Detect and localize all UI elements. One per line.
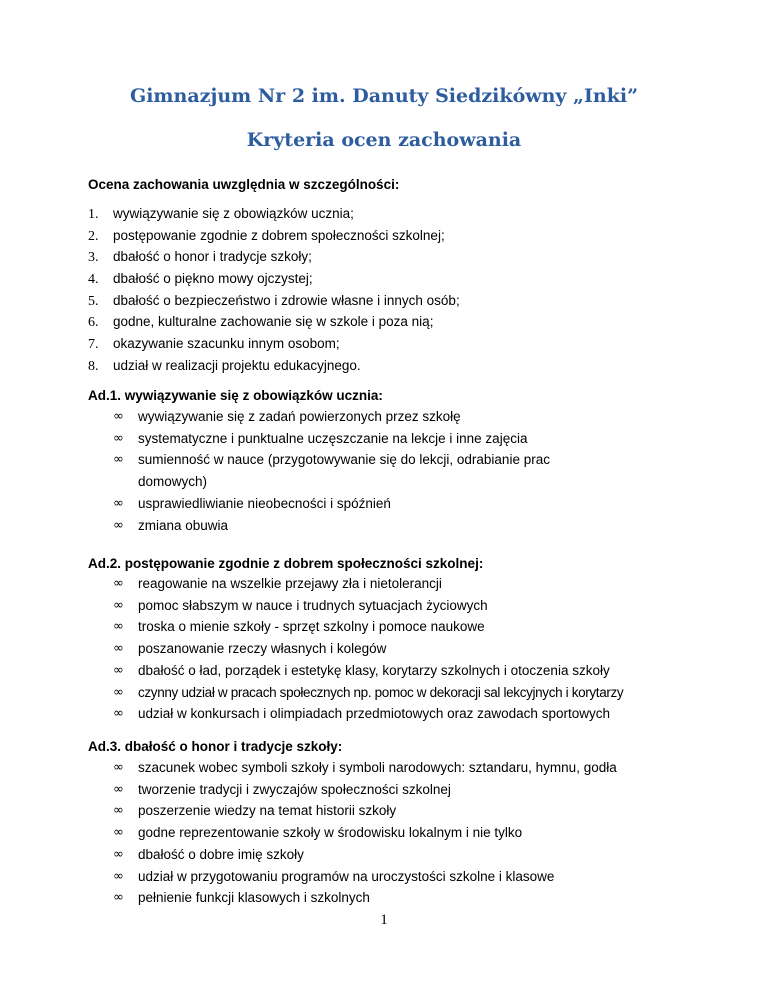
list-item-text: szacunek wobec symboli szkoły i symboli narodowych: sztandaru, hymnu, godła <box>138 760 617 775</box>
list-item <box>113 822 743 844</box>
item-number: 1. <box>88 207 99 222</box>
infinity-bullet-icon: ∞ <box>113 452 124 468</box>
infinity-bullet-icon: ∞ <box>113 495 124 511</box>
criteria-item <box>88 225 460 247</box>
list-item <box>113 428 743 450</box>
criteria-item <box>88 333 460 355</box>
list-item <box>113 493 743 515</box>
list-item <box>113 779 743 801</box>
infinity-bullet-icon: ∞ <box>113 706 124 722</box>
item-text: wywiązywanie się z obowiązków ucznia; <box>113 206 354 221</box>
list-item <box>113 800 743 822</box>
item-text: dbałość o piękno mowy ojczystej; <box>113 271 313 287</box>
item-number: 2. <box>88 228 99 244</box>
infinity-bullet-icon: ∞ <box>113 409 124 424</box>
list-item-text: poszanowanie rzeczy własnych i kolegów <box>138 641 387 657</box>
item-text: dbałość o honor i tradycje szkoły; <box>113 249 312 265</box>
list-item <box>113 757 743 779</box>
criteria-item <box>88 203 460 225</box>
criteria-item <box>88 290 460 312</box>
list-item <box>113 616 743 638</box>
criteria-item <box>88 355 460 377</box>
infinity-bullet-icon: ∞ <box>113 619 124 635</box>
list-item-text: sumienność w nauce (przygotowywanie się do lekcji, odrabianie prac domowych) <box>138 452 550 490</box>
infinity-bullet-icon: ∞ <box>113 641 124 657</box>
list-item-text: pełnienie funkcji klasowych i szkolnych <box>138 890 370 906</box>
list-item-text: troska o mienie szkoły - sprzęt szkolny i pomoce naukowe <box>138 619 485 635</box>
list-item <box>113 703 743 725</box>
item-number: 3. <box>88 250 99 266</box>
list-item <box>113 595 743 617</box>
section-heading-ad3: Ad.3. dbałość o honor i tradycje szkoły: <box>88 739 343 754</box>
list-item-text: usprawiedliwianie nieobecności i spóźnień <box>138 495 391 511</box>
item-number: 4. <box>88 272 99 288</box>
criteria-list <box>88 203 460 377</box>
list-item-text: pomoc słabszym w nauce i trudnych sytuacjach życiowych <box>138 597 488 613</box>
section-list-ad3 <box>113 757 743 909</box>
list-item-text: czynny udział w pracach społecznych np. pomoc w dekoracji sal lekcyjnych i korytarzy <box>138 684 624 700</box>
document-title: Gimnazjum Nr 2 im. Danuty Siedzikówny „Inki” <box>129 85 639 107</box>
list-item <box>113 573 743 595</box>
intro-heading: Ocena zachowania uwzględnia w szczególności: <box>88 177 400 192</box>
list-item-text: systematyczne i punktualne uczęszczanie na lekcje i inne zajęcia <box>138 430 528 446</box>
list-item-text: udział w konkursach i olimpiadach przedmiotowych oraz zawodach sportowych <box>138 706 610 722</box>
infinity-bullet-icon: ∞ <box>113 890 124 906</box>
item-number: 5. <box>88 293 99 309</box>
infinity-bullet-icon: ∞ <box>113 597 124 613</box>
list-item-text: wywiązywanie się z zadań powierzonych przez szkołę <box>138 409 461 424</box>
list-item <box>113 866 743 888</box>
section-list-ad2 <box>113 573 743 725</box>
page-number: 1 <box>380 912 388 928</box>
list-item <box>113 638 743 660</box>
section-heading-ad1: Ad.1. wywiązywanie się z obowiązków ucznia: <box>88 388 383 403</box>
list-item <box>113 515 743 537</box>
infinity-bullet-icon: ∞ <box>113 760 124 775</box>
list-item-text: zmiana obuwia <box>138 517 229 533</box>
list-item-text: dbałość o dobre imię szkoły <box>138 846 304 862</box>
infinity-bullet-icon: ∞ <box>113 803 124 819</box>
list-item-text: poszerzenie wiedzy na temat historii szkoły <box>138 803 397 819</box>
infinity-bullet-icon: ∞ <box>113 825 124 841</box>
item-text: okazywanie szacunku innym osobom; <box>113 336 340 352</box>
infinity-bullet-icon: ∞ <box>113 868 124 884</box>
infinity-bullet-icon: ∞ <box>113 662 124 678</box>
document-subtitle: Kryteria ocen zachowania <box>246 129 522 151</box>
item-number: 6. <box>88 315 99 331</box>
infinity-bullet-icon: ∞ <box>113 430 124 446</box>
infinity-bullet-icon: ∞ <box>113 517 124 533</box>
list-item <box>113 406 743 428</box>
list-item-text: tworzenie tradycji i zwyczajów społeczności szkolnej <box>138 781 451 797</box>
item-number: 8. <box>88 358 99 374</box>
list-item-text: godne reprezentowanie szkoły w środowisku lokalnym i nie tylko <box>138 825 523 841</box>
list-item <box>113 660 743 682</box>
infinity-bullet-icon: ∞ <box>113 684 124 700</box>
item-text: godne, kulturalne zachowanie się w szkole i poza nią; <box>113 314 434 330</box>
list-item <box>113 844 743 866</box>
item-text: udział w realizacji projektu edukacyjnego. <box>113 357 361 373</box>
infinity-bullet-icon: ∞ <box>113 576 124 591</box>
criteria-item <box>88 311 460 333</box>
criteria-item <box>88 268 460 290</box>
item-text: postępowanie zgodnie z dobrem społeczności szkolnej; <box>113 227 445 243</box>
list-item-text: udział w przygotowaniu programów na uroczystości szkolne i klasowe <box>138 868 555 884</box>
infinity-bullet-icon: ∞ <box>113 781 124 797</box>
list-item <box>113 682 743 704</box>
list-item-text: reagowanie na wszelkie przejawy zła i nietolerancji <box>138 576 442 591</box>
list-item <box>113 887 743 909</box>
list-item-text: dbałość o ład, porządek i estetykę klasy, korytarzy szkolnych i otoczenia szkoły <box>138 662 610 678</box>
section-heading-ad2: Ad.2. postępowanie zgodnie z dobrem społeczności szkolnej: <box>88 556 484 571</box>
section-list-ad1 <box>113 406 743 536</box>
list-item <box>113 449 743 492</box>
item-number: 7. <box>88 337 99 353</box>
item-text: dbałość o bezpieczeństwo i zdrowie własne i innych osób; <box>113 292 460 308</box>
criteria-item <box>88 246 460 268</box>
infinity-bullet-icon: ∞ <box>113 846 124 862</box>
